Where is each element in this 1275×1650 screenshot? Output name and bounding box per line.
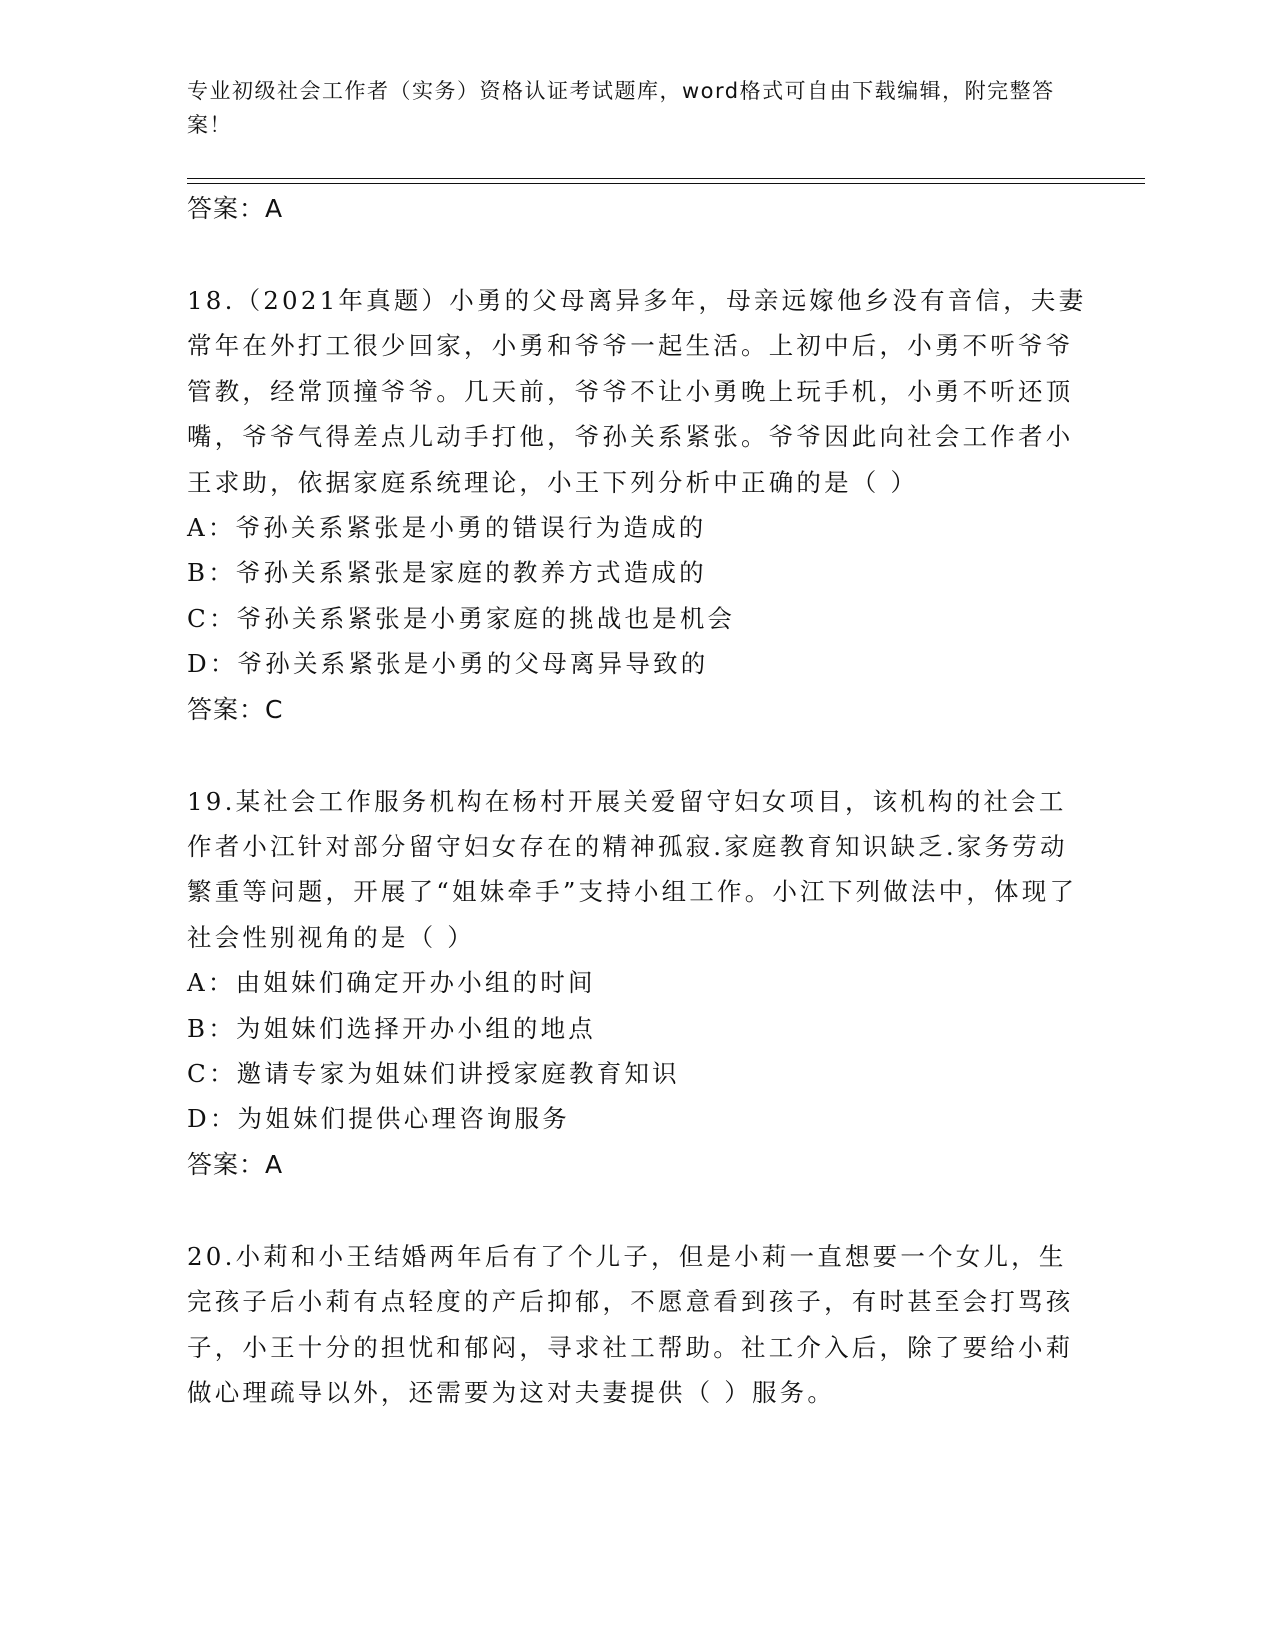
option-d: D：为姐妹们提供心理咨询服务 bbox=[187, 1104, 570, 1134]
option-b: B：爷孙关系紧张是家庭的教养方式造成的 bbox=[187, 558, 707, 588]
answer-17: 答案：A bbox=[187, 194, 284, 223]
question-19 bbox=[187, 779, 1087, 1188]
option-a: A：由姐妹们确定开办小组的时间 bbox=[187, 968, 596, 998]
question-18 bbox=[187, 278, 1087, 733]
question-text: 18.（2021年真题）小勇的父母离异多年，母亲远嫁他乡没有音信，夫妻常年在外打工很少回家，小勇和爷爷一起生活。上初中后，小勇不听爷爷管教，经常顶撞爷爷。几天前，爷爷不让小勇晚上玩手机，小勇不听还顶嘴，爷爷气得差点儿动手打他，爷孙关系紧张。爷爷因此向社会工作者小王求助，依据家庭系统理论，小王下列分析中正确的是（ ） bbox=[187, 286, 1087, 497]
option-a: A：爷孙关系紧张是小勇的错误行为造成的 bbox=[187, 513, 707, 543]
document-body bbox=[187, 186, 1087, 1415]
option-c: C：邀请专家为姐妹们讲授家庭教育知识 bbox=[187, 1059, 680, 1088]
question-text: 20.小莉和小王结婚两年后有了个儿子，但是小莉一直想要一个女儿，生完孩子后小莉有点轻度的产后抑郁，不愿意看到孩子，有时甚至会打骂孩子，小王十分的担忧和郁闷，寻求社工帮助。社工介入后，除了要给小莉做心理疏导以外，还需要为这对夫妻提供（ ）服务。 bbox=[187, 1241, 1074, 1407]
question-20 bbox=[187, 1234, 1087, 1416]
answer-18: 答案：C bbox=[187, 694, 284, 724]
spacer bbox=[187, 1188, 1087, 1234]
option-c: C：爷孙关系紧张是小勇家庭的挑战也是机会 bbox=[187, 603, 736, 633]
spacer bbox=[187, 733, 1087, 779]
answer-19: 答案：A bbox=[187, 1149, 284, 1179]
question-text: 19.某社会工作服务机构在杨村开展关爱留守妇女项目，该机构的社会工作者小江针对部分留守妇女存在的精神孤寂.家庭教育知识缺乏.家务劳动繁重等问题，开展了“姐妹牵手”支持小组工作。小江下列做法中，体现了社会性别视角的是（ ） bbox=[187, 786, 1078, 952]
option-d: D：爷孙关系紧张是小勇的父母离异导致的 bbox=[187, 649, 709, 679]
option-b: B：为姐妹们选择开办小组的地点 bbox=[187, 1013, 597, 1043]
header-rule-top bbox=[187, 178, 1145, 179]
spacer bbox=[187, 232, 1087, 278]
header-rule-bottom bbox=[187, 183, 1145, 184]
page-header: 专业初级社会工作者（实务）资格认证考试题库，word格式可自由下载编辑，附完整答案！ bbox=[187, 79, 1055, 137]
